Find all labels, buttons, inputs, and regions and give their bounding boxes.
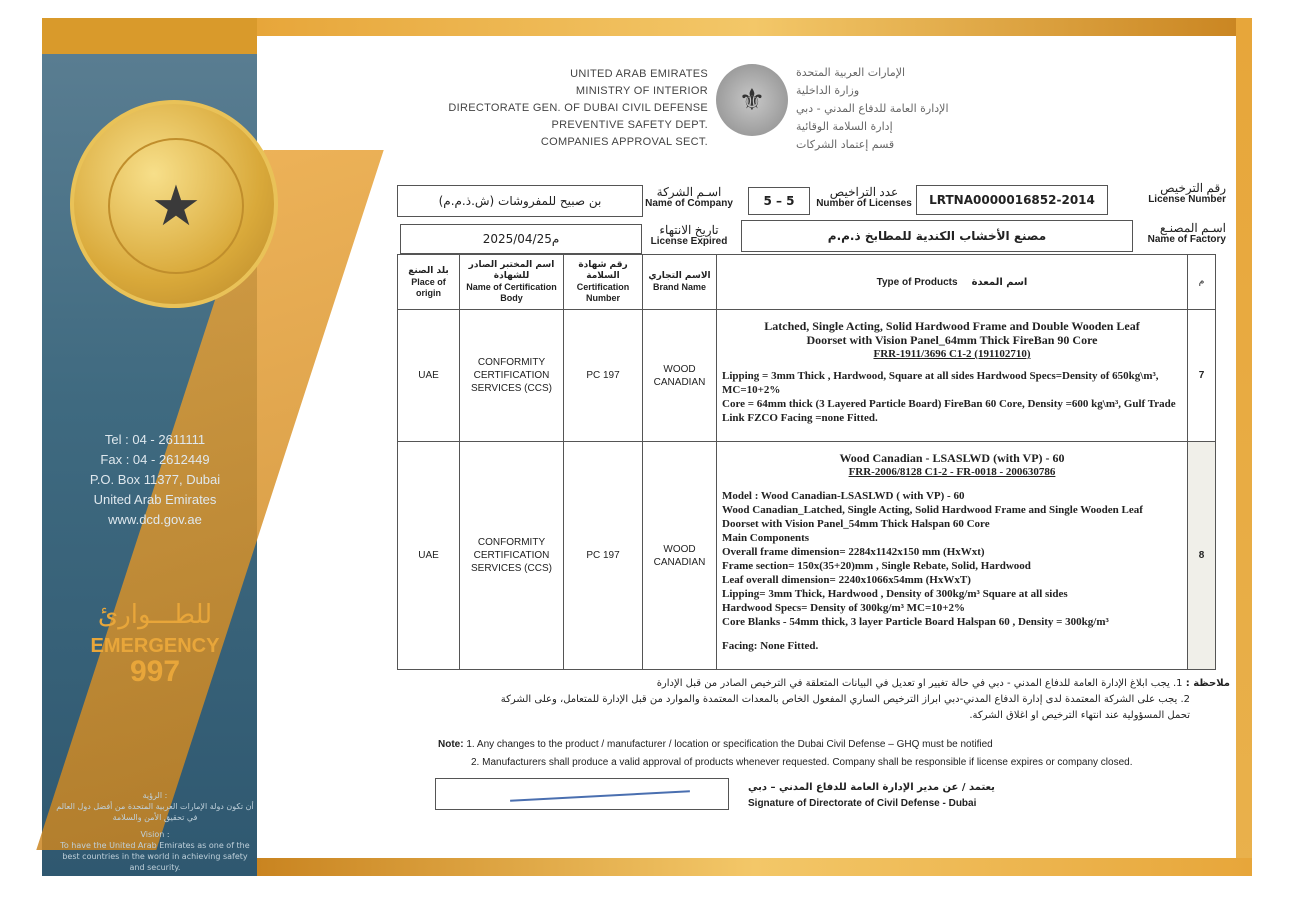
header-en-line: MINISTRY OF INTERIOR (575, 85, 708, 97)
factory-label (1132, 222, 1226, 246)
products-table (397, 254, 1216, 670)
num-licenses-label (814, 186, 914, 210)
row8-title1: Wood Canadian - LSASLWD (with VP) - 60 (839, 451, 1065, 465)
company-label-ar: اسـم الشركة (656, 185, 722, 199)
header-ar-line: قسم إعتماد الشركات (796, 138, 895, 151)
row7-ref: FRR-1911/3696 C1-2 (191102710) (873, 348, 1031, 360)
company-label (643, 186, 735, 210)
header-num-text: م (1198, 276, 1205, 287)
row7-num: 7 (1198, 370, 1205, 381)
license-number-label-en: License Number (1148, 194, 1226, 205)
note-en-label: Note: (438, 739, 464, 750)
band-top-accent (42, 18, 257, 54)
emergency-label: EMERGENCY (90, 635, 220, 657)
signature-label-en: Signature of Directorate of Civil Defense - Dubai (748, 798, 977, 809)
expiry-value (400, 224, 642, 254)
header-brand-en: Brand Name (652, 282, 706, 292)
header-en-line: DIRECTORATE GEN. OF DUBAI CIVIL DEFENSE (448, 102, 708, 114)
header-brand-ar: الاسم التجاري (648, 271, 711, 281)
vision-ar-title: الرؤية : (142, 791, 168, 800)
header-cert-body (460, 255, 563, 309)
row8-line: Lipping= 3mm Thick, Hardwood , Density of 300kg/m³ Square at all sides (722, 588, 1068, 600)
note-en-1 (438, 737, 1138, 753)
note-ar-1 (460, 676, 1230, 692)
contact-fax: Fax : 04 - 2612449 (100, 452, 210, 467)
expiry-text: 2025/04/25م (482, 232, 560, 246)
row8-line: Model : Wood Canadian-LSASLWD ( with VP) - 60 (722, 490, 965, 502)
note-ar-3: تحمل المسؤولية عند انتهاء الترخيص او اغلاق الشركة. (969, 710, 1190, 721)
license-number-label-ar: رقم الترخيص (1160, 181, 1226, 195)
header-ar-line: الإدارة العامة للدفاع المدني - دبي (796, 102, 949, 115)
frame-right (1236, 18, 1252, 876)
header-arabic (796, 64, 1076, 154)
row7-cert-body: CONFORMITY CERTIFICATION SERVICES (CCS) (471, 357, 552, 394)
factory-value (741, 220, 1133, 252)
emergency-label-ar: للطـــوارئ (97, 600, 213, 630)
header-origin-en: Place of origin (411, 276, 446, 298)
row8-origin: UAE (418, 550, 439, 561)
vision-en-title: Vision : (140, 830, 170, 839)
note-ar-1-text: 1. يجب ابلاغ الإدارة العامة للدفاع المدني - دبي في حالة تغيير او تعديل في البيانات المتعلقة في الترخيص الصادر من قبل الإدارة (656, 678, 1183, 689)
row8-product (722, 451, 1182, 653)
row8-ref: FRR-2006/8128 C1-2 - FR-0018 - 200630786 (848, 466, 1056, 478)
contact-country: United Arab Emirates (93, 492, 217, 507)
note-ar-2: 2. يجب على الشركة المعتمدة لدى إدارة الدفاع المدني-دبي ابراز الترخيص الساري المفعول الخاص بالمعدات المعتمدة والموارد من قبل الإدارة للمتعامل، وعلى الشركة (500, 694, 1190, 705)
factory-text: مصنع الأخشاب الكندية للمطابخ ذ.م.م (827, 229, 1047, 243)
contact-tel: Tel : 04 - 2611111 (104, 432, 206, 447)
header-cert-num-en: Certification Number (576, 282, 630, 303)
header-products (717, 255, 1187, 309)
row7-line: Core = 64mm thick (3 Layered Particle Board) FireBan 60 Core, Density =600 kg\m³, Gulf Trade Link FZCO Facing =none Fitted. (722, 398, 1176, 424)
row7-title1: Latched, Single Acting, Solid Hardwood Frame and Double Wooden Leaf (764, 319, 1140, 333)
signature-label (748, 780, 998, 812)
row8-cert-num: PC 197 (586, 550, 620, 561)
license-number-text: LRTNA0000016852-2014 (929, 193, 1095, 207)
num-licenses-text: 5 – 5 (763, 194, 795, 208)
frame-bottom (257, 858, 1252, 876)
header-cert-num-ar: رقم شهادة السلامة (578, 260, 628, 281)
header-brand (643, 255, 716, 309)
contact-website: www.dcd.gov.ae (108, 512, 202, 527)
row8-line: Wood Canadian_Latched, Single Acting, Solid Hardwood Frame and Single Wooden Leaf Doorset with Vision Panel_54mm Thick Halspan 60 Core (722, 504, 1143, 530)
row7-title2: Doorset with Vision Panel_64mm Thick FireBan 90 Core (806, 333, 1098, 347)
row8-line: Frame section= 150x(35+20)mm , Single Rebate, Solid, Hardwood (722, 560, 1031, 572)
header-products-en: Type of Products (876, 276, 958, 288)
company-value (397, 185, 643, 217)
header-en-line: COMPANIES APPROVAL SECT. (540, 136, 708, 148)
row7-origin: UAE (418, 370, 439, 381)
notes-english (438, 737, 1138, 771)
expiry-label (643, 224, 735, 248)
row7-cert-num: PC 197 (586, 370, 620, 381)
company-label-en: Name of Company (645, 198, 733, 209)
falcon-emblem-icon: ★ (108, 138, 244, 274)
row8-line: Main Components (722, 532, 810, 544)
header-origin-ar: بلد الصنع (408, 265, 449, 276)
header-ar-line: الإمارات العربية المتحدة (796, 66, 906, 79)
vision-en: To have the United Arab Emirates as one of the best countries in the world in achieving safety and security. (60, 841, 250, 872)
note-en-1-text: 1. Any changes to the product / manufacturer / location or specification the Dubai Civil Defense – GHQ must be notified (466, 739, 993, 750)
header-cert-body-en: Name of Certification Body (466, 282, 557, 303)
header-products-ar: اسم المعدة (971, 276, 1028, 288)
header-en-line: UNITED ARAB EMIRATES (570, 68, 708, 80)
uae-emblem-icon: ⚜ (716, 64, 788, 136)
license-number-value (916, 185, 1108, 215)
row8-line: Facing: None Fitted. (722, 640, 819, 652)
row8-line: Hardwood Specs= Density of 300kg/m³ MC=10+2% (722, 602, 966, 614)
header-origin (398, 255, 459, 309)
row8-line: Overall frame dimension= 2284x1142x150 mm (HxWxt) (722, 546, 985, 558)
row8-line: Core Blanks - 54mm thick, 3 layer Particle Board Halspan 60 , Density = 300kg/m³ (722, 616, 1109, 628)
license-number-label (1122, 182, 1226, 206)
civil-defense-seal (70, 100, 278, 308)
vision-block (55, 790, 255, 873)
row8-cert-body: CONFORMITY CERTIFICATION SERVICES (CCS) (471, 537, 552, 574)
header-en-line: PREVENTIVE SAFETY DEPT. (551, 119, 708, 131)
header-ar-line: وزارة الداخلية (796, 84, 860, 97)
frame-top (257, 18, 1252, 36)
contact-block (60, 430, 250, 530)
header-cert-num (564, 255, 642, 309)
num-licenses-label-ar: عدد التراخيص (829, 185, 899, 199)
header-cert-body-ar: اسم المختبر الصادر للشهادة (468, 260, 555, 281)
num-licenses-label-en: Number of Licenses (816, 198, 912, 209)
row7-product (722, 319, 1182, 425)
note-en-2: 2. Manufacturers shall produce a valid approval of products whenever requested. Company shall be responsible if license expires or company closed. (471, 757, 1133, 768)
contact-pobox: P.O. Box 11377, Dubai (89, 472, 221, 487)
header-ar-line: إدارة السلامة الوقائية (796, 120, 893, 133)
num-licenses-value (748, 187, 810, 215)
signature-label-ar: يعتمد / عن مدير الإدارة العامة للدفاع المدني – دبي (748, 782, 995, 793)
factory-label-en: Name of Factory (1147, 234, 1226, 245)
signature-box (435, 778, 729, 810)
factory-label-ar: اسـم المصنـع (1159, 221, 1226, 235)
header-num (1188, 255, 1215, 309)
row7-brand: WOOD CANADIAN (653, 363, 706, 388)
row8-brand: WOOD CANADIAN (653, 543, 706, 568)
note-ar-label: ملاحظة : (1185, 678, 1230, 689)
expiry-label-ar: تاريخ الانتهاء (659, 223, 719, 237)
row7-line: Lipping = 3mm Thick , Hardwood, Square at all sides Hardwood Specs=Density of 650kg\m³, MC=10+2% (722, 370, 1159, 396)
col-divider (716, 255, 717, 669)
row8-num: 8 (1188, 442, 1215, 669)
expiry-label-en: License Expired (650, 236, 728, 247)
row8-line: Leaf overall dimension= 2240x1066x54mm (HxWxT) (722, 574, 971, 586)
header-english (420, 66, 708, 151)
vision-ar: أن تكون دولة الإمارات العربية المتحدة من أفضل دول العالم في تحقيق الأمن والسلامة (56, 802, 254, 822)
emergency-number: 997 (129, 655, 181, 688)
notes-arabic (460, 676, 1230, 724)
company-text: بن صبيح للمفروشات (ش.ذ.م.م) (438, 194, 602, 208)
